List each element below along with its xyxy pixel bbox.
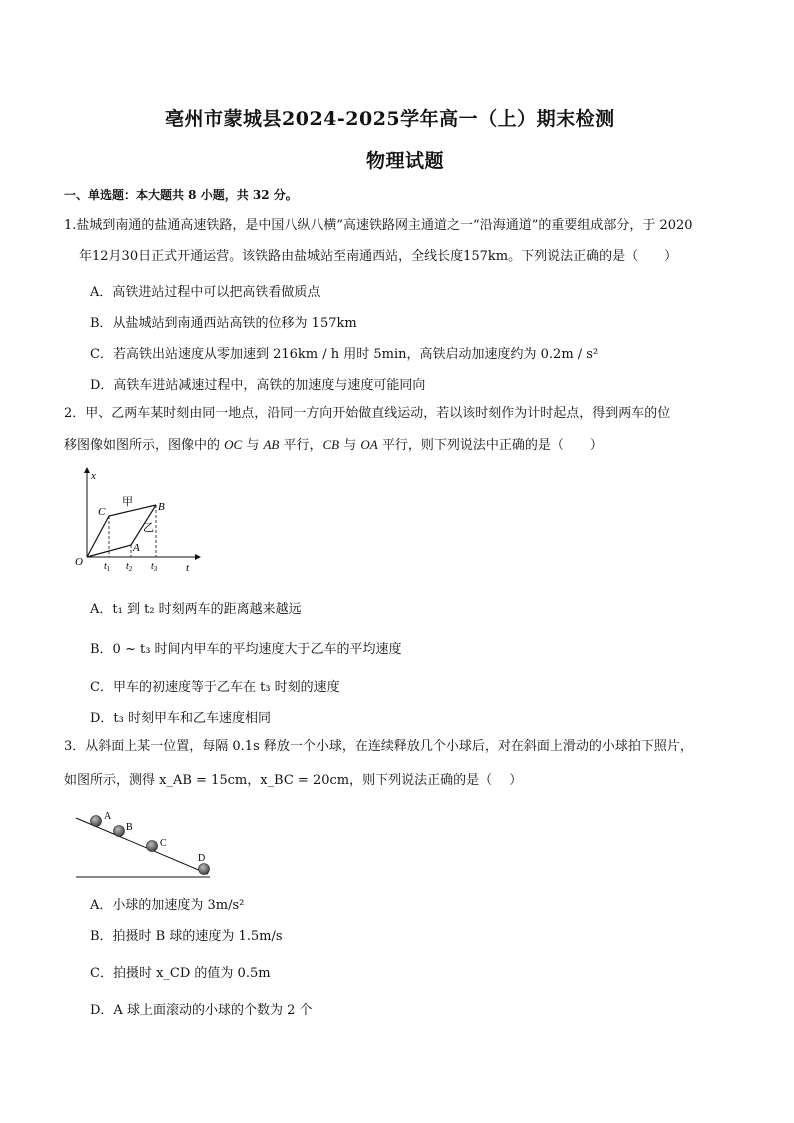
- tick-t1: [104, 561, 111, 573]
- q2-text-c: 平行，: [279, 438, 323, 453]
- q2-stem-line1: 2．甲、乙两车某时刻由同一地点，沿同一方向开始做直线运动，若以该时刻作为计时起点，得到两车的位: [64, 406, 671, 421]
- point-a-label: A: [133, 542, 140, 554]
- q3-option-a: A．小球的加速度为 3m/s²: [90, 898, 245, 913]
- q1-stem-line2: 年12月30日正式开通运营。该铁路由盐城站至南通西站，全线长度157km。下列说法正确的是（ ）: [79, 249, 678, 264]
- q2-text-a: 移图像如图所示，图像中的: [64, 438, 225, 453]
- q3-option-c: C．拍摄时 x_CD 的值为 0.5m: [90, 966, 271, 981]
- q1-option-d: D．高铁车进站减速过程中，高铁的加速度与速度可能同向: [90, 378, 426, 393]
- q2-text-b: 与: [242, 438, 264, 453]
- exam-title: 亳州市蒙城县2024-2025学年高一（上）期末检测: [165, 108, 615, 130]
- incline-figure: [70, 806, 220, 882]
- section-heading: 一、单选题：本大题共 8 小题，共 32 分。: [64, 188, 298, 202]
- exam-subtitle: 物理试题: [366, 150, 445, 172]
- ball-b: [114, 826, 125, 837]
- tick-t3-main: t: [151, 561, 154, 572]
- tick-t3-sub: 3: [153, 565, 158, 573]
- xt-graph: [70, 465, 205, 575]
- segment-ab: AB: [263, 437, 280, 452]
- x-axis-label: x: [91, 470, 96, 482]
- tick-t2: [126, 561, 133, 573]
- t-axis-arrow: [195, 554, 201, 560]
- q3-stem-line2: 如图所示，测得 x_AB = 15cm，x_BC = 20cm，则下列说法正确的是（ ）: [64, 773, 523, 788]
- q1-option-b: B．从盐城站到南通西站高铁的位移为 157km: [90, 316, 357, 331]
- q1-stem-line1: 1.盐城到南通的盐通高速铁路，是中国八纵八横”高速铁路网主通道之一“沿海通道”的重要组成部分，于 2020: [64, 218, 693, 233]
- ball-c-label: C: [160, 838, 167, 849]
- label-yi: 乙: [143, 522, 154, 534]
- segment-cb: CB: [322, 437, 340, 452]
- ball-a: [91, 816, 102, 827]
- origin-label: O: [75, 556, 83, 568]
- point-c-label: C: [98, 506, 106, 518]
- tick-t2-sub: 2: [128, 565, 133, 573]
- q3-option-b: B．拍摄时 B 球的速度为 1.5m/s: [90, 929, 283, 944]
- q2-option-c: C．甲车的初速度等于乙车在 t₃ 时刻的速度: [90, 680, 340, 695]
- tick-t3: [151, 561, 158, 573]
- segment-oc: OC: [224, 437, 243, 452]
- q1-option-c: C．若高铁出站速度从零加速到 216km / h 用时 5min，高铁启动加速度约为 0.2m / s²: [90, 347, 599, 362]
- q2-option-a: A．t₁ 到 t₂ 时刻两车的距离越来越远: [90, 602, 302, 617]
- x-axis-arrow: [84, 467, 90, 473]
- segment-oa: OA: [360, 437, 378, 452]
- q2-text-d: 与: [339, 438, 361, 453]
- point-b-label: B: [158, 501, 165, 513]
- ball-b-label: B: [126, 822, 133, 833]
- tick-t2-main: t: [126, 561, 129, 572]
- q2-text-e: 平行，则下列说法中正确的是（ ）: [377, 438, 603, 453]
- q3-stem-line1: 3．从斜面上某一位置，每隔 0.1s 释放一个小球，在连续释放几个小球后，对在斜面上滑动的小球拍下照片，: [64, 739, 693, 754]
- ball-a-label: A: [104, 811, 112, 822]
- q2-option-d: D．t₃ 时刻甲车和乙车速度相同: [90, 711, 271, 726]
- q3-option-d: D．A 球上面滚动的小球的个数为 2 个: [90, 1003, 313, 1018]
- q1-option-a: A．高铁进站过程中可以把高铁看做质点: [90, 285, 321, 300]
- tick-t1-main: t: [104, 561, 107, 572]
- ball-d: [199, 864, 210, 875]
- ball-d-label: D: [198, 853, 206, 864]
- q2-option-b: B．0 ~ t₃ 时间内甲车的平均速度大于乙车的平均速度: [90, 642, 402, 657]
- tick-t1-sub: 1: [106, 565, 111, 573]
- label-jia: 甲: [122, 496, 133, 508]
- t-axis-label: t: [186, 562, 190, 574]
- q2-stem-line2: [64, 436, 603, 455]
- ball-c: [147, 841, 158, 852]
